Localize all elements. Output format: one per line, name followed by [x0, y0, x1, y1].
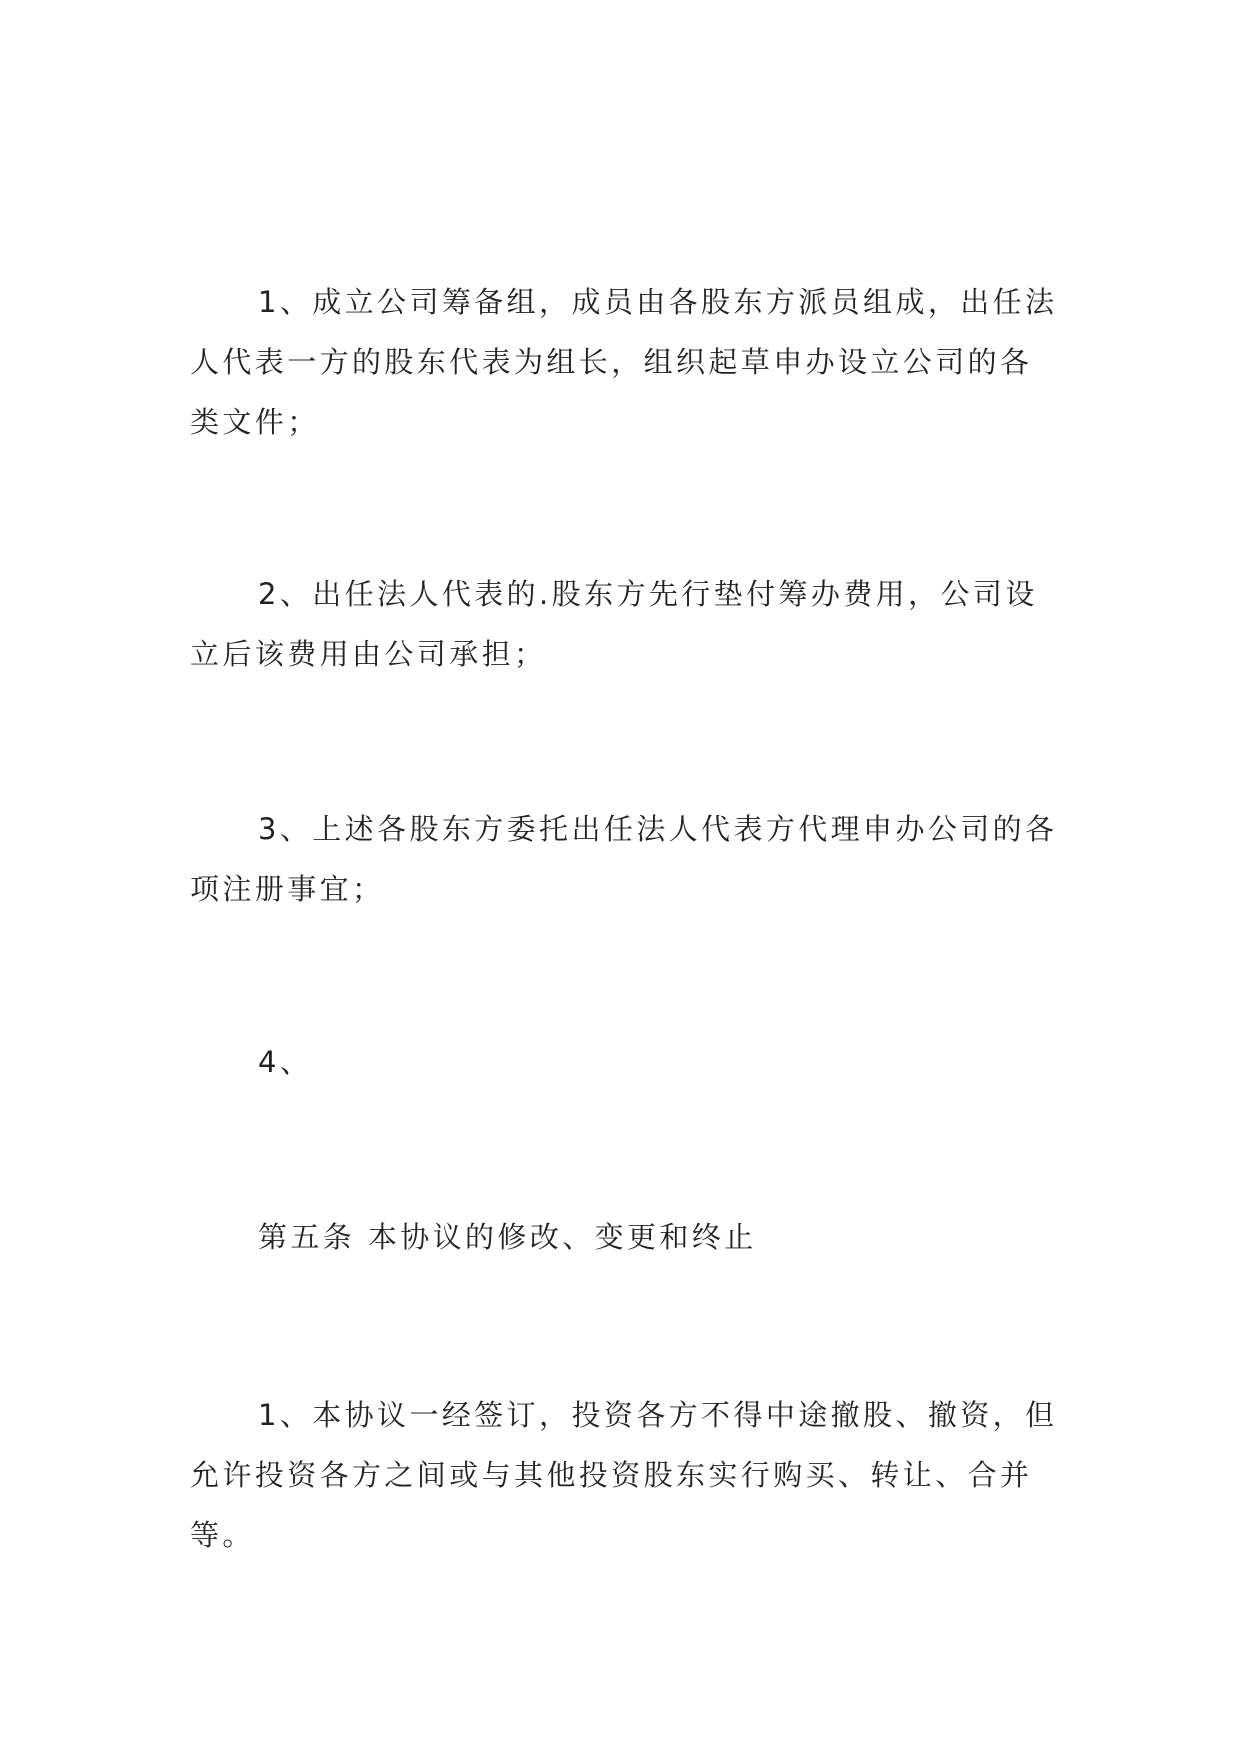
article-five-heading: 第五条 本协议的修改、变更和终止: [258, 1220, 757, 1254]
paragraph-preparation-group: 1、成立公司筹备组，成员由各股东方派员组成，出任法人代表一方的股东代表为组长，组织起草申办设立公司的各类文件；: [190, 285, 1058, 439]
paragraph-item-four: 4、: [258, 1045, 313, 1079]
paragraph-registration-agent: 3、上述各股东方委托出任法人代表方代理申办公司的各项注册事宜；: [190, 812, 1058, 906]
paragraph-no-withdrawal: 1、本协议一经签订，投资各方不得中途撤股、撤资，但允许投资各方之间或与其他投资股东实行购买、转让、合并等。: [190, 1398, 1058, 1552]
paragraph-preparation-costs: 2、出任法人代表的.股东方先行垫付筹办费用，公司设立后该费用由公司承担；: [190, 577, 1038, 671]
